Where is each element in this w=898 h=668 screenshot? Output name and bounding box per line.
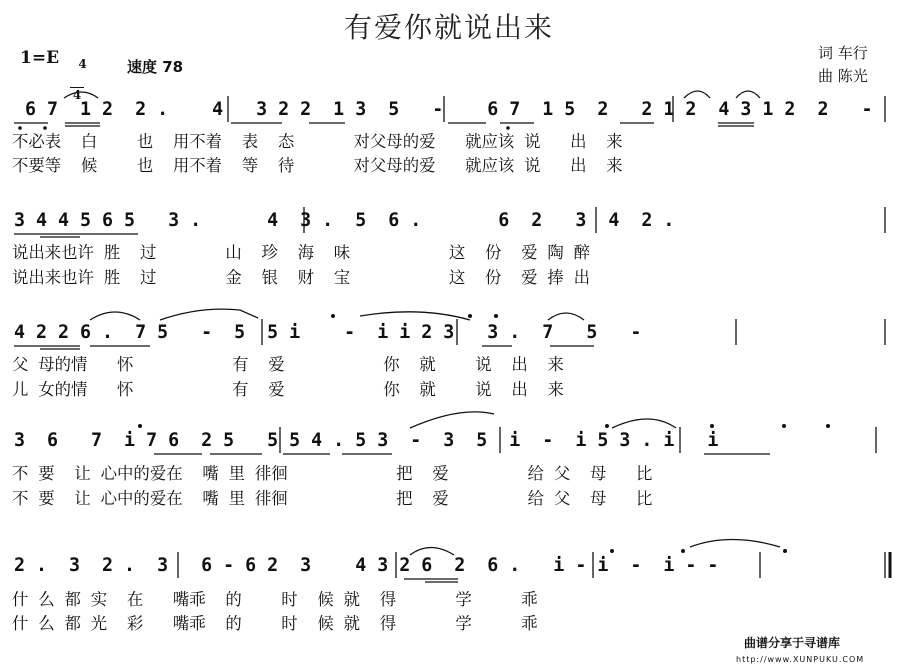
- lyric-verse-1: 说出来也许 胜 过 山 珍 海 味 这 份 爱 陶 醉: [12, 243, 591, 262]
- notation-row: [0, 430, 898, 452]
- notation-row: [0, 322, 898, 344]
- notation-row: [0, 555, 898, 577]
- lyric-verse-2: 说出来也许 胜 过 金 银 财 宝 这 份 爱 捧 出: [12, 268, 591, 287]
- lyricist-credit: 词 车行: [818, 44, 868, 62]
- song-title: 有爱你就说出来: [343, 11, 554, 44]
- note-line: 2 . 3 2 . 3 6 - 6 2 3 4 3 2 6 2 6 . i - i - i - -: [14, 555, 719, 576]
- key-signature: 1=E: [20, 48, 60, 68]
- notation-row: [0, 210, 898, 232]
- lyric-verse-1: 不 要 让 心中的爱在 嘴 里 徘徊 把 爱 给 父 母 比: [12, 464, 653, 483]
- lyric-verse-1: 父 母的情 怀 有 爱 你 就 说 出 来: [12, 355, 564, 374]
- note-line: 6 7 1 2 2 . 4 3 2 2 1 3 5 - 6 7 1 5 2 2 1 2 4 3 1 2 2 -: [14, 99, 873, 120]
- footer-credit: 曲谱分享于寻谱库: [744, 636, 841, 650]
- note-line: 3 6 7 i 7 6 2 5 5 5 4 . 5 3 - 3 5 i - i 5 3 . i i: [14, 430, 719, 451]
- note-line: 3 4 4 5 6 5 3 . 4 3 . 5 6 . 6 2 3 4 2 .: [14, 210, 675, 231]
- note-line: 4 2 2 6 . 7 5 - 5 5 i - i i 2 3 3 . 7 5 -: [14, 322, 642, 343]
- meter-top: 4: [78, 57, 87, 71]
- lyric-verse-2: 不 要 让 心中的爱在 嘴 里 徘徊 把 爱 给 父 母 比: [12, 489, 653, 508]
- meter-bottom: 4: [70, 87, 84, 103]
- composer-credit: 曲 陈光: [818, 67, 868, 85]
- lyric-verse-2: 什 么 都 光 彩 嘴乖 的 时 候 就 得 学 乖: [12, 614, 538, 633]
- lyric-verse-2: 不要等 候 也 用不着 等 待 对父母的爱 就应该 说 出 来: [12, 156, 623, 175]
- lyric-verse-1: 什 么 都 实 在 嘴乖 的 时 候 就 得 学 乖: [12, 590, 538, 609]
- lyric-verse-1: 不必表 白 也 用不着 表 态 对父母的爱 就应该 说 出 来: [12, 132, 623, 151]
- lyric-verse-2: 儿 女的情 怀 有 爱 你 就 说 出 来: [12, 380, 564, 399]
- tempo-marking: 速度 78: [127, 58, 184, 76]
- footer-url[interactable]: http://www.XUNPUKU.COM: [736, 655, 865, 664]
- notation-row: [0, 99, 898, 121]
